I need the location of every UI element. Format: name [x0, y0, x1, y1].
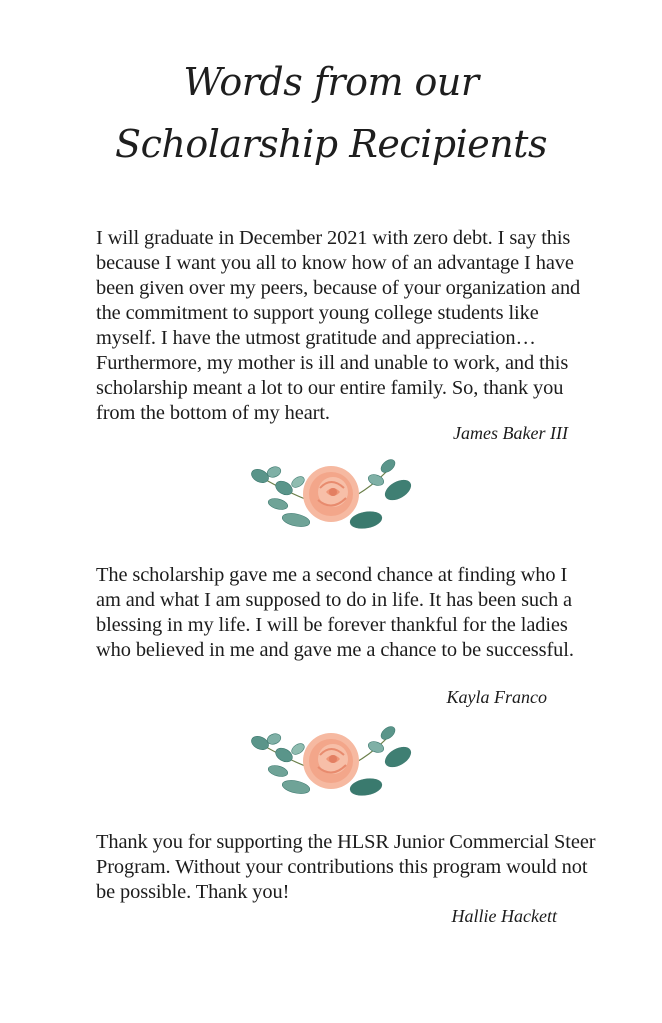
rose-floral-divider-icon: [248, 725, 413, 803]
title-line-2: Scholarship Recipients: [115, 122, 547, 166]
rose-floral-divider-icon: [248, 458, 413, 536]
testimonial-author-3: Hallie Hackett: [451, 906, 557, 926]
testimonial-text-1: I will graduate in December 2021 with zero debt. I say this because I want you all to know how of an advantage I have been given over my peers, because of your organization and the commitment to support young college students like myself. I have the utmost gratitude and appreciation… Furthermore, my mother is ill and unable to work, and this scholarship meant a lot to our entire family. So, thank you from the bottom of my heart.: [96, 227, 581, 424]
title-line-1: Words from our: [183, 60, 479, 104]
testimonial-text-2: The scholarship gave me a second chance at finding who I am and what I am supposed to do in life. It has been such a blessing in my life. I will be forever thankful for the ladies who believed in me and gave me a chance to be successful.: [96, 564, 574, 661]
testimonial-text-3: Thank you for supporting the HLSR Junior Commercial Steer Program. Without your contributions this program would not be possible. Thank you!: [96, 831, 596, 903]
testimonial-author-2: Kayla Franco: [446, 687, 547, 707]
testimonial-author-1: James Baker III: [453, 423, 568, 443]
